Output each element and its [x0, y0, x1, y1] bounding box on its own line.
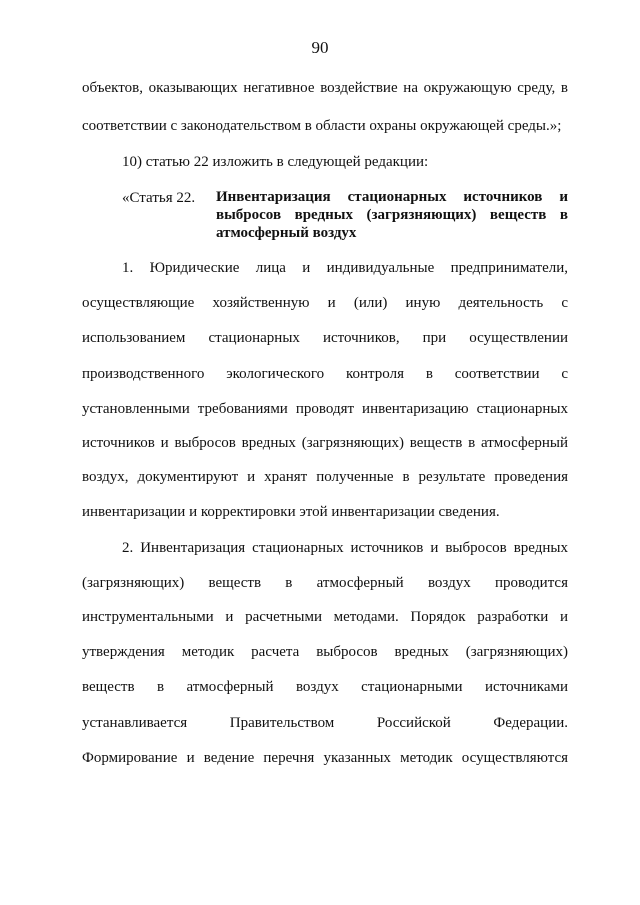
paragraph-1-line-8: инвентаризации и корректировки этой инвентаризации сведения. [82, 504, 500, 520]
paragraph-1-line-7: воздух, документируют и хранят полученные в результате проведения [82, 469, 568, 485]
paragraph-1-line-3: использованием стационарных источников, при осуществлении [82, 330, 568, 346]
paragraph-2-line-7: Формирование и ведение перечня указанных методик осуществляются [82, 750, 568, 766]
paragraph-2-line-6: устанавливается Правительством Российской Федерации. [82, 715, 568, 731]
paragraph-2-line-2: (загрязняющих) веществ в атмосферный воздух проводится [82, 575, 568, 591]
intro-line-2: соответствии с законодательством в области охраны окружающей среды.»; [82, 118, 562, 134]
paragraph-1-line-1: 1. Юридические лица и индивидуальные предприниматели, [122, 260, 568, 276]
paragraph-2-line-3: инструментальными и расчетными методами. Порядок разработки и [82, 609, 568, 625]
article-title-line-2: выбросов вредных (загрязняющих) веществ в [216, 207, 568, 223]
page-number: 90 [311, 38, 329, 57]
paragraph-1-line-6: источников и выбросов вредных (загрязняющих) веществ в атмосферный [82, 435, 568, 451]
paragraph-1-line-4: производственного экологического контроля в соответствии с [82, 366, 568, 382]
paragraph-2-line-1: 2. Инвентаризация стационарных источников и выбросов вредных [122, 540, 568, 556]
paragraph-2-line-4: утверждения методик расчета выбросов вредных (загрязняющих) [82, 644, 568, 660]
paragraph-1-line-5: установленными требованиями проводят инвентаризацию стационарных [82, 401, 568, 417]
intro-line-1: объектов, оказывающих негативное воздействие на окружающую среду, в [82, 80, 568, 96]
item-10-line: 10) статью 22 изложить в следующей редакции: [122, 154, 429, 170]
paragraph-1-line-2: осуществляющие хозяйственную и (или) иную деятельность с [82, 295, 568, 311]
article-title-line-3: атмосферный воздух [216, 225, 357, 241]
paragraph-2-line-5: веществ в атмосферный воздух стационарными источниками [82, 679, 568, 695]
article-label: «Статья 22. [122, 190, 196, 206]
article-title-line-1: Инвентаризация стационарных источников и [216, 189, 568, 205]
